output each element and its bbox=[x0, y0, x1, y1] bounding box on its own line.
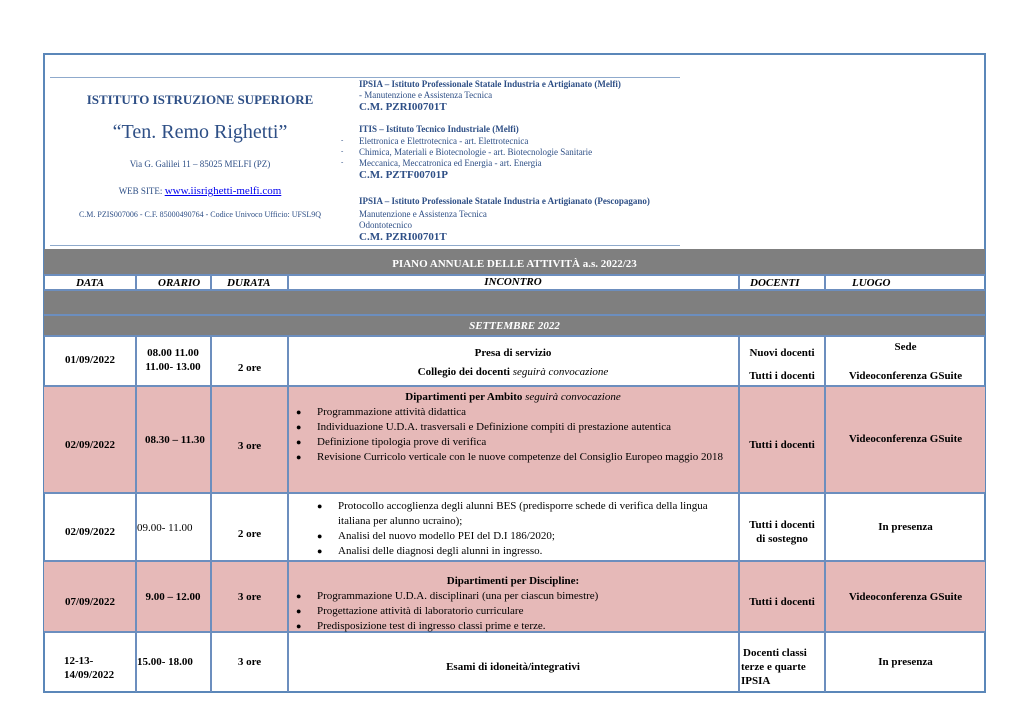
col-header-date: DATA bbox=[75, 277, 105, 289]
institute-3-cm: C.M. PZRI00701T bbox=[359, 231, 447, 243]
row-1-meeting-2 bbox=[288, 366, 738, 378]
institute-1-cm: C.M. PZRI00701T bbox=[359, 101, 447, 113]
plan-title: PIANO ANNUALE DELLE ATTIVITÀ a.s. 2022/23 bbox=[392, 258, 637, 270]
row-3-bullet-2 bbox=[317, 529, 734, 544]
row-2-duration: 3 ore bbox=[237, 440, 262, 452]
institute-1-name: – Istituto Professionale Statale Industria e Artigianato (Melfi) bbox=[382, 79, 621, 89]
grid-v-body-4 bbox=[738, 336, 740, 692]
row-3-bullet-1-text: Protocollo accoglienza degli alunni BES (predisporre schede di verifica della lingua italiana per alunno ucraino); bbox=[338, 500, 708, 527]
row-2-time: 08.30 – 11.30 bbox=[145, 434, 205, 446]
col-header-duration: DURATA bbox=[227, 277, 271, 289]
row-1-place-1: Sede bbox=[894, 341, 917, 353]
row-4-place: Videoconferenza GSuite bbox=[848, 591, 963, 603]
row-4-bullet-2 bbox=[296, 604, 727, 619]
row-4-bullet-2-text: Progettazione attività di laboratorio curriculare bbox=[317, 605, 524, 617]
website-link[interactable]: www.iisrighetti-melfi.com bbox=[164, 185, 282, 197]
institute-2-dash-3: - bbox=[341, 158, 344, 166]
grid-h-1 bbox=[44, 274, 985, 276]
bullet-icon: ● bbox=[296, 407, 302, 417]
grid-v-header-3 bbox=[287, 275, 289, 290]
row-3-time: 09.00- 11.00 bbox=[137, 522, 193, 534]
row-2-heading-em: seguirà convocazione bbox=[522, 391, 621, 403]
grid-v-body-1 bbox=[135, 336, 137, 692]
row-1-teachers-2: Tutti i docenti bbox=[749, 370, 815, 382]
bullet-icon: ● bbox=[296, 621, 302, 631]
header-top-rule bbox=[50, 77, 680, 78]
row-1-meeting-1-strong: Presa di servizio bbox=[474, 347, 552, 359]
row-3-bullet-2-text: Analisi del nuovo modello PEI del D.I 186/2020; bbox=[338, 530, 555, 542]
bullet-icon: ● bbox=[296, 422, 302, 432]
institute-1-title bbox=[359, 79, 621, 89]
grid-h-7 bbox=[44, 560, 985, 562]
row-5-place: In presenza bbox=[878, 656, 933, 668]
institute-3-course-2: Odontotecnico bbox=[359, 220, 412, 230]
institute-2-course-1: Elettronica e Elettrotecnica - art. Elettrotecnica bbox=[359, 136, 529, 146]
row-2-bullet-list bbox=[296, 405, 727, 465]
institute-3-title bbox=[359, 196, 650, 206]
row-5-date-1: 12-13- bbox=[64, 655, 94, 667]
row-3-duration: 2 ore bbox=[237, 528, 262, 540]
bullet-icon: ● bbox=[296, 591, 302, 601]
row-4-bullet-1 bbox=[296, 589, 727, 604]
grid-h-5 bbox=[44, 385, 985, 387]
col-header-meeting: INCONTRO bbox=[484, 276, 542, 288]
institute-2-acronym: ITIS bbox=[359, 124, 378, 134]
institute-3-acronym: IPSIA bbox=[359, 196, 383, 206]
row-5-time: 15.00- 18.00 bbox=[137, 656, 193, 668]
row-2-heading bbox=[288, 391, 738, 403]
row-3-teachers-2: di sostegno bbox=[756, 533, 808, 545]
institute-1-acronym: IPSIA bbox=[359, 79, 383, 89]
row-1-duration: 2 ore bbox=[237, 362, 262, 374]
row-5-teachers-2: terze e quarte bbox=[741, 661, 806, 673]
institute-2-dash-1: - bbox=[341, 136, 344, 144]
institute-2-dash-2: - bbox=[341, 147, 344, 155]
bullet-icon: ● bbox=[317, 531, 323, 541]
row-2-bullet-3-text: Definizione tipologia prove di verifica bbox=[317, 436, 487, 448]
row-2-bullet-3 bbox=[296, 435, 727, 450]
grid-v-body-3 bbox=[287, 336, 289, 692]
bullet-icon: ● bbox=[317, 546, 323, 556]
row-2-bullet-2-text: Individuazione U.D.A. trasversali e Definizione compiti di prestazione autentica bbox=[317, 421, 672, 433]
bullet-icon: ● bbox=[296, 606, 302, 616]
empty-band bbox=[44, 291, 985, 315]
grid-v-header-5 bbox=[824, 275, 826, 290]
row-1-time-2: 11.00- 13.00 bbox=[145, 361, 201, 373]
row-5-teachers-3: IPSIA bbox=[741, 675, 771, 687]
row-1-time-1: 08.00 11.00 bbox=[147, 347, 199, 359]
bullet-icon: ● bbox=[296, 452, 302, 462]
row-2-bullet-2 bbox=[296, 420, 727, 435]
grid-h-3 bbox=[44, 314, 985, 316]
website-line bbox=[50, 185, 350, 197]
row-4-heading: Dipartimenti per Discipline: bbox=[446, 575, 580, 587]
institute-3-name: – Istituto Professionale Statale Industria e Artigianato (Pescopagano) bbox=[382, 196, 650, 206]
row-4-time: 9.00 – 12.00 bbox=[145, 591, 201, 603]
grid-v-body-2 bbox=[210, 336, 212, 692]
row-4-teachers: Tutti i docenti bbox=[749, 596, 815, 608]
row-3-teachers-1: Tutti i docenti bbox=[749, 519, 815, 531]
institute-2-cm: C.M. PZTF00701P bbox=[359, 169, 448, 181]
row-2-place: Videoconferenza GSuite bbox=[848, 433, 963, 445]
row-5-duration: 3 ore bbox=[237, 656, 262, 668]
row-5-meeting: Esami di idoneità/integrativi bbox=[446, 661, 580, 673]
institute-3-course-1: Manutenzione e Assistenza Tecnica bbox=[359, 209, 487, 219]
school-codes: C.M. PZIS007006 - C.F. 85000490764 - Codice Univoco Ufficio: UFSL9Q bbox=[78, 210, 322, 219]
row-2-date: 02/09/2022 bbox=[64, 439, 116, 451]
row-4-date: 07/09/2022 bbox=[64, 596, 116, 608]
grid-v-header-1 bbox=[135, 275, 137, 290]
row-3-bullet-3 bbox=[317, 544, 734, 559]
col-header-place: LUOGO bbox=[852, 277, 891, 289]
row-1-meeting-2-em: seguirà convocazione bbox=[509, 366, 609, 378]
col-header-teachers: DOCENTI bbox=[750, 277, 800, 289]
row-2-heading-strong: Dipartimenti per Ambito bbox=[405, 391, 523, 403]
row-1-meeting-1 bbox=[288, 347, 738, 359]
bullet-icon: ● bbox=[317, 501, 323, 511]
grid-h-2 bbox=[44, 289, 985, 291]
institute-2-course-3: Meccanica, Meccatronica ed Energia - art. Energia bbox=[359, 158, 542, 168]
grid-v-header-4 bbox=[738, 275, 740, 290]
row-4-bullet-3 bbox=[296, 619, 727, 634]
month-label: SETTEMBRE 2022 bbox=[469, 320, 560, 332]
institute-2-name: – Istituto Tecnico Industriale (Melfi) bbox=[377, 124, 519, 134]
school-type: ISTITUTO ISTRUZIONE SUPERIORE bbox=[86, 92, 314, 107]
grid-h-4 bbox=[44, 335, 985, 337]
row-1-teachers-1: Nuovi docenti bbox=[749, 347, 815, 359]
header-bottom-rule bbox=[50, 245, 680, 246]
row-4-bullet-1-text: Programmazione U.D.A. disciplinari (una per ciascun bimestre) bbox=[317, 590, 599, 602]
row-4-bullet-list bbox=[296, 589, 727, 634]
grid-h-6 bbox=[44, 492, 985, 494]
row-4-duration: 3 ore bbox=[237, 591, 262, 603]
institute-2-course-2: Chimica, Materiali e Biotecnologie - art. Biotecnologie Sanitarie bbox=[359, 147, 593, 157]
row-3-place: In presenza bbox=[878, 521, 933, 533]
row-2-bullet-1 bbox=[296, 405, 727, 420]
website-label: WEB SITE: bbox=[118, 186, 163, 196]
row-5-teachers-1: Docenti classi bbox=[743, 647, 807, 659]
grid-v-header-2 bbox=[210, 275, 212, 290]
row-2-bullet-4 bbox=[296, 450, 727, 465]
row-1-meeting-2-strong: Collegio dei docenti bbox=[417, 366, 510, 378]
row-3-bullet-list bbox=[317, 499, 734, 559]
row-3-date: 02/09/2022 bbox=[64, 526, 116, 538]
row-2-teachers: Tutti i docenti bbox=[749, 439, 815, 451]
row-1-place-2: Videoconferenza GSuite bbox=[848, 370, 963, 382]
row-4-bullet-3-text: Predisposizione test di ingresso classi prime e terze. bbox=[317, 620, 546, 632]
row-2-bullet-1-text: Programmazione attività didattica bbox=[317, 406, 467, 418]
school-name: “Ten. Remo Righetti” bbox=[112, 121, 288, 143]
col-header-time: ORARIO bbox=[158, 277, 201, 289]
bullet-icon: ● bbox=[296, 437, 302, 447]
row-3-bullet-3-text: Analisi delle diagnosi degli alunni in ingresso. bbox=[338, 545, 543, 557]
grid-v-body-5 bbox=[824, 336, 826, 692]
row-2-bullet-4-text: Revisione Curricolo verticale con le nuove competenze del Consiglio Europeo maggio 2018 bbox=[317, 451, 723, 463]
institute-2-title bbox=[359, 124, 519, 134]
row-1-date: 01/09/2022 bbox=[64, 354, 116, 366]
school-address: Via G. Galilei 11 – 85025 MELFI (PZ) bbox=[129, 159, 271, 169]
institute-1-course-1: - Manutenzione e Assistenza Tecnica bbox=[359, 90, 493, 100]
row-5-date-2: 14/09/2022 bbox=[64, 669, 115, 681]
row-3-bullet-1 bbox=[317, 499, 734, 529]
